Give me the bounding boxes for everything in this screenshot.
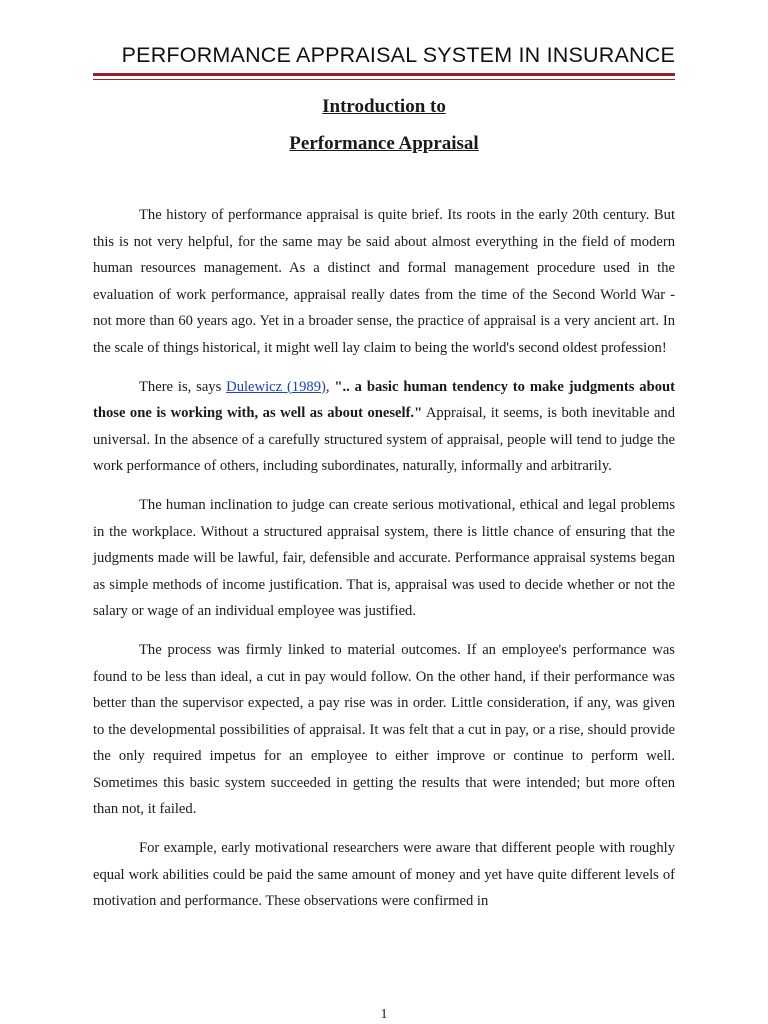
document-body	[93, 202, 675, 927]
paragraph-1: The history of performance appraisal is quite brief. Its roots in the early 20th century. But this is not very helpful, for the same may be said about almost everything in the field of modern human resources management. As a distinct and formal management procedure used in the evaluation of work performance, appraisal really dates from the time of the Second World War - not more than 60 years ago. Yet in a broader sense, the practice of appraisal is a very ancient art. In the scale of things historical, it might well lay claim to being the world's second oldest profession!	[93, 207, 675, 356]
paragraph-3: The human inclination to judge can create serious motivational, ethical and legal problems in the workplace. Without a structured appraisal system, there is little chance of ensuring that the judgments made will be lawful, fair, defensible and accurate. Performance appraisal systems began as simple methods of income justification. That is, appraisal was used to decide whether or not the salary or wage of an individual employee was justified.	[93, 496, 675, 620]
paragraph-2-separator: ,	[325, 378, 335, 395]
heading-line-2: Performance Appraisal	[289, 133, 479, 154]
page-number: 1	[380, 1007, 388, 1022]
citation-link[interactable]: Dulewicz (1989)	[226, 378, 326, 395]
paragraph-2-quote: ".. a basic human tendency to make judgments about those one is working with, as well as about oneself."	[93, 378, 675, 422]
paragraph-4: The process was firmly linked to material outcomes. If an employee's performance was found to be less than ideal, a cut in pay would follow. On the other hand, if their performance was better than the supervisor expected, a pay rise was in order. Little consideration, if any, was given to the developmental possibilities of appraisal. It was felt that a cut in pay, or a rise, should provide the only required impetus for an employee to either improve or continue to perform well. Sometimes this basic system succeeded in getting the results that were intended; but more often than not, it failed.	[93, 641, 675, 818]
paragraph-5: For example, early motivational researchers were aware that different people with roughly equal work abilities could be paid the same amount of money and yet have quite different levels of motivation and performance. These observations were confirmed in	[93, 840, 675, 910]
header-rule-thin	[93, 79, 675, 80]
running-header: PERFORMANCE APPRAISAL SYSTEM IN INSURANCE	[121, 43, 675, 67]
paragraph-2-intro: There is, says	[139, 378, 227, 395]
heading-line-1: Introduction to	[322, 96, 446, 117]
paragraph-2-rest: Appraisal, it seems, is both inevitable and universal. In the absence of a carefully structured system of appraisal, people will tend to judge the work performance of others, including subordinates, naturally, informally and arbitrarily.	[93, 405, 676, 475]
paragraph-2	[93, 374, 675, 480]
header-rule-thick	[93, 73, 675, 76]
